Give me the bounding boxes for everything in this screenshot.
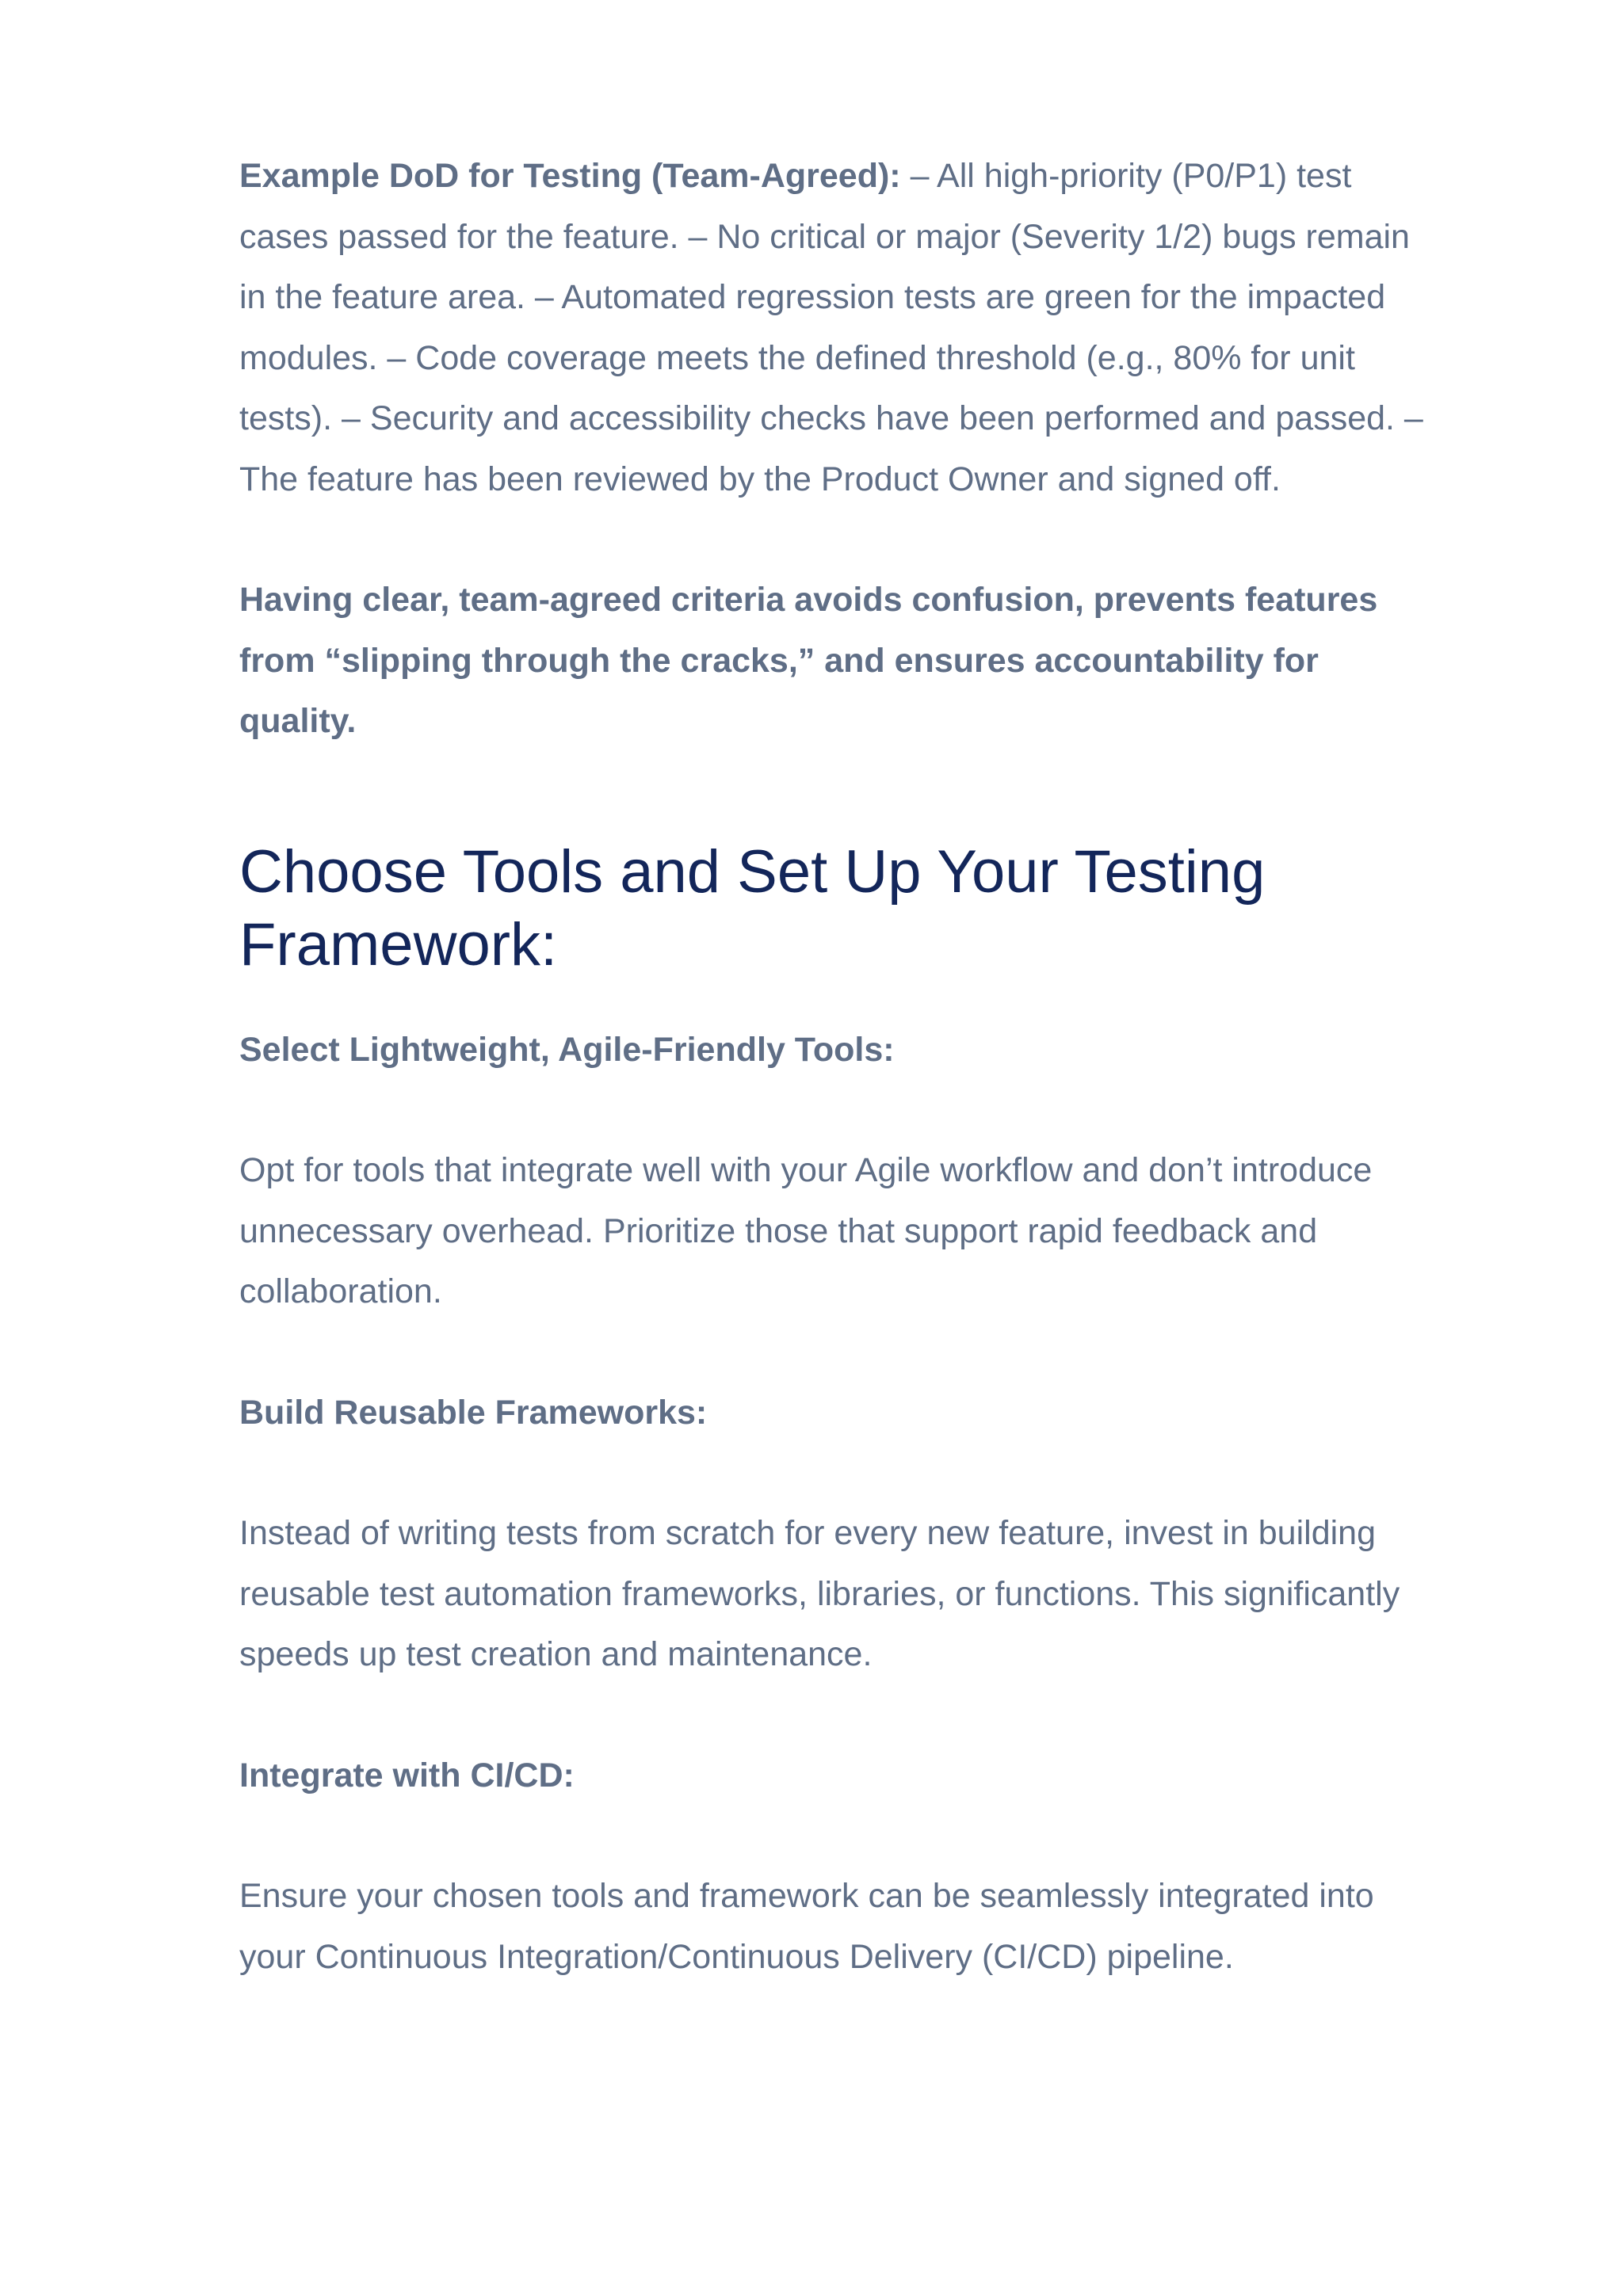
- dod-label: Example DoD for Testing (Team-Agreed):: [239, 157, 901, 195]
- subheading-ci-cd: Integrate with CI/CD:: [239, 1756, 575, 1794]
- subheading-select-tools: Select Lightweight, Agile-Friendly Tools:: [239, 1030, 895, 1069]
- summary-paragraph: Having clear, team-agreed criteria avoids confusion, prevents features from “slipping through the cracks,” and ensures accountability for quality.: [239, 581, 1378, 740]
- subheading-reusable-frameworks: Build Reusable Frameworks:: [239, 1393, 708, 1432]
- article-content: [239, 146, 1444, 1987]
- dod-body: – All high-priority (P0/P1) test cases passed for the feature. – No critical or major (Severity 1/2) bugs remain in the feature area. – Automated regression tests are green for the impacted modules. – Code coverage meets the defined threshold (e.g., 80% for unit tests). – Security and accessibility checks have been performed and passed. – The feature has been reviewed by the Product Owner and signed off.: [239, 157, 1423, 498]
- dod-paragraph: [239, 146, 1444, 509]
- body-reusable-frameworks: Instead of writing tests from scratch for every new feature, invest in building reusable test automation frameworks, libraries, or functions. This significantly speeds up test creation and maintenance.: [239, 1514, 1400, 1673]
- section-heading: Choose Tools and Set Up Your Testing Framework:: [239, 837, 1266, 978]
- body-ci-cd: Ensure your chosen tools and framework can be seamlessly integrated into your Continuous Integration/Continuous Delivery (CI/CD) pipeline.: [239, 1877, 1374, 1976]
- body-select-tools: Opt for tools that integrate well with your Agile workflow and don’t introduce unnecessary overhead. Prioritize those that support rapid feedback and collaboration.: [239, 1151, 1373, 1310]
